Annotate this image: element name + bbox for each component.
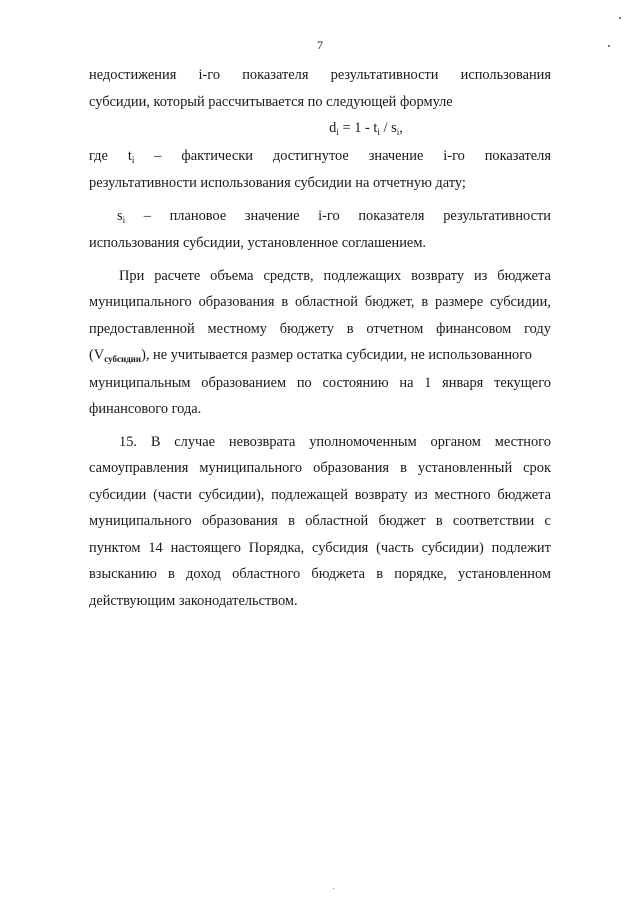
text-line	[89, 62, 551, 89]
text-line	[89, 89, 551, 116]
scan-speck	[619, 17, 621, 19]
text-line: где $t_i$ – фактически достигнутое значение i-го показателя	[89, 147, 551, 165]
text-line: 15. В случае невозврата уполномоченным органом местного	[119, 433, 551, 450]
word: i-го	[198, 67, 221, 83]
word: использования	[460, 67, 551, 83]
text-line: $(V_{субсидии})$, не учитывается размер остатка субсидии, не использованного	[89, 347, 532, 364]
text-line: муниципального образования в областной бюджет в соответствии с	[89, 513, 551, 529]
word: результативности	[330, 67, 439, 83]
text-line: муниципального образования в областной бюджет, в размере субсидии,	[89, 294, 551, 310]
text-line: субсидии (части субсидии), подлежащей возврату из местного бюджета	[89, 486, 551, 503]
document-body	[89, 62, 551, 614]
page-number: 7	[317, 38, 323, 52]
text-line: взысканию в доход областного бюджета в порядке, установленном	[89, 566, 551, 582]
text-line: самоуправления муниципального образования в установленный срок	[89, 460, 551, 476]
text-line: муниципальным образованием по состоянию на 1 января текущего	[89, 374, 551, 391]
text-line: При расчете объема средств, подлежащих возврату из бюджета	[119, 267, 551, 284]
word: показателя	[242, 67, 309, 83]
scan-speck	[333, 888, 334, 889]
text-line: финансового года.	[89, 401, 202, 417]
formula: $d_i = 1 - t_i / s_i$,	[329, 120, 403, 137]
word: недостижения	[89, 67, 177, 83]
text-line: использования субсидии, установленное соглашением.	[89, 235, 427, 251]
text-line: пунктом 14 настоящего Порядка, субсидия (часть субсидии) подлежит	[89, 539, 551, 556]
text-line: предоставленной местному бюджету в отчетном финансовом году	[89, 320, 551, 337]
text-line: $s_i$ – плановое значение i-го показателя результативности	[117, 207, 551, 225]
text-line: действующим законодательством.	[89, 592, 298, 609]
text-segment: субсидии, который рассчитывается по следующей формуле	[89, 93, 453, 110]
text-line: результативности использования субсидии на отчетную дату;	[89, 175, 466, 191]
